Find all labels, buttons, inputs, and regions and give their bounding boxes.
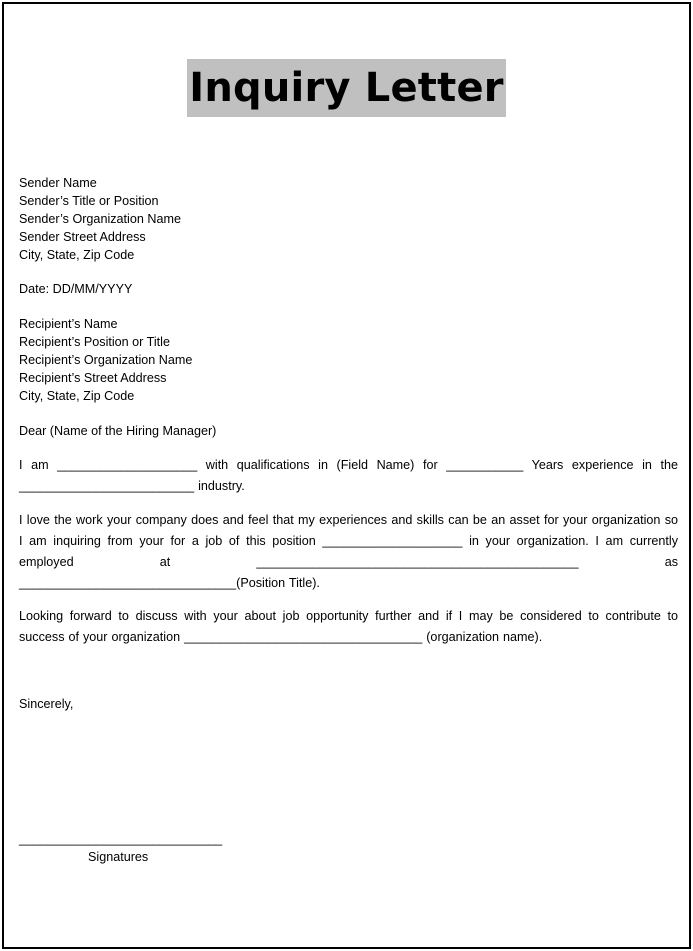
- salutation: Dear (Name of the Hiring Manager): [19, 424, 217, 438]
- recipient-organization: Recipient’s Organization Name: [19, 353, 193, 367]
- page-title: Inquiry Letter: [187, 59, 505, 117]
- sender-block: [19, 174, 181, 264]
- recipient-position: Recipient’s Position or Title: [19, 335, 170, 349]
- date-block: [19, 280, 132, 298]
- signature-line: _____________________________: [19, 832, 223, 846]
- sender-city: City, State, Zip Code: [19, 248, 135, 262]
- title-wrapper: [4, 59, 689, 117]
- closing: Sincerely,: [19, 697, 74, 711]
- closing-block: [19, 695, 73, 713]
- body-paragraph-2: I love the work your company does and feel that my experiences and skills can be an asset for your organization so I am inquiring from your for a job of this position ____________________ in your organization. I am currently employed at ______________________________________________ as _______________________________(Position Title).: [19, 513, 678, 590]
- recipient-name: Recipient’s Name: [19, 317, 118, 331]
- signature-label: Signatures: [88, 850, 149, 864]
- sender-street: Sender Street Address: [19, 230, 146, 244]
- body-paragraph-1: I am ____________________ with qualifications in (Field Name) for ___________ Years experience in the _________________________ industry.: [19, 458, 678, 493]
- recipient-street: Recipient’s Street Address: [19, 371, 167, 385]
- recipient-city: City, State, Zip Code: [19, 389, 135, 403]
- sender-organization: Sender’s Organization Name: [19, 212, 181, 226]
- sender-name: Sender Name: [19, 176, 97, 190]
- sender-title: Sender’s Title or Position: [19, 194, 159, 208]
- letter-date: Date: DD/MM/YYYY: [19, 282, 133, 296]
- body-paragraph-3: Looking forward to discuss with your about job opportunity further and if I may be considered to contribute to success of your organization __________________________________ (organization name).: [19, 609, 678, 644]
- letter-page: [2, 2, 691, 949]
- salutation-block: [19, 422, 216, 440]
- recipient-block: [19, 315, 192, 405]
